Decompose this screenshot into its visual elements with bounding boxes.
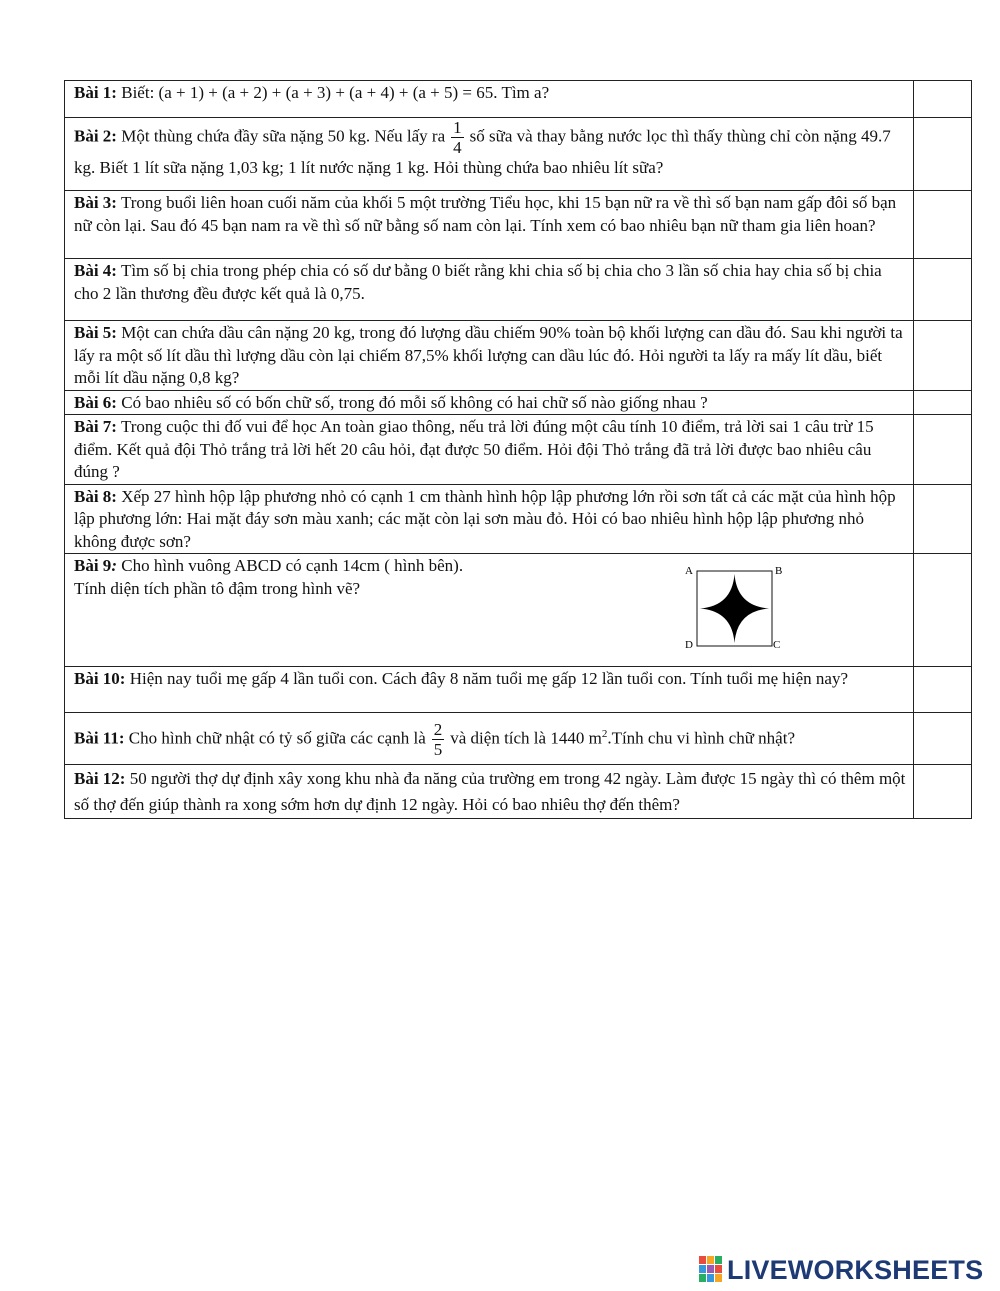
problem-number: Bài 6:	[74, 392, 117, 412]
logo-text: LIVEWORKSHEETS	[727, 1254, 984, 1285]
problem-text	[65, 390, 914, 415]
vertex-d: D	[685, 639, 693, 651]
problem-number: Bài 3:	[74, 193, 117, 212]
answer-cell[interactable]	[914, 667, 972, 713]
problem-text	[65, 259, 914, 321]
problem-body: số sữa và thay bằng nước lọc thì thấy thùng chỉ còn nặng 49.7 kg. Biết 1 lít sữa nặng 1,03 kg; 1 lít nước nặng 1 kg. Hỏi thùng chứa bao nhiêu lít sữa?	[74, 126, 891, 177]
answer-cell[interactable]	[914, 259, 972, 321]
problem-text	[65, 191, 914, 259]
answer-cell[interactable]	[914, 765, 972, 819]
problem-body: Biết: (a + 1) + (a + 2) + (a + 3) + (a + 4) + (a + 5) = 65. Tìm a?	[121, 83, 550, 102]
problem-row-9	[65, 554, 972, 667]
problem-text	[65, 554, 914, 667]
problem-body: và diện tích là 1440 m	[450, 727, 602, 747]
problem-number: Bài 12:	[74, 769, 126, 788]
problem-row-7	[65, 415, 972, 485]
problem-number: Bài 9:	[74, 556, 117, 575]
problem-text	[65, 713, 914, 765]
answer-cell[interactable]	[914, 81, 972, 118]
problem-text	[65, 81, 914, 118]
problem-row-5	[65, 321, 972, 391]
problem-body: Hiện nay tuổi mẹ gấp 4 lần tuổi con. Cách đây 8 năm tuổi mẹ gấp 12 lần tuổi con. Tính tuổi mẹ hiện nay?	[129, 669, 848, 688]
problem-body: Cho hình vuông ABCD có cạnh 14cm ( hình bên).	[121, 556, 464, 575]
exercise-table	[64, 80, 972, 819]
fraction-numerator: 1	[453, 118, 462, 137]
problem-text	[65, 321, 914, 391]
vertex-a: A	[685, 565, 693, 577]
problem-body: Một can chứa dầu cân nặng 20 kg, trong đó lượng dầu chiếm 90% toàn bộ khối lượng can dầu đó. Sau khi người ta lấy ra một số lít dầu thì lượng dầu còn lại chiếm 87,5% khối lượng can dầu lúc đó. Hỏi người ta lấy ra mấy lít dầu, biết mỗi lít dầu nặng 0,8 kg?	[74, 323, 903, 387]
answer-cell[interactable]	[914, 713, 972, 765]
problem-body: .Tính chu vi hình chữ nhật?	[607, 727, 795, 747]
problem-row-1	[65, 81, 972, 118]
problem-text	[65, 118, 914, 191]
vertex-b: B	[775, 565, 783, 577]
superscript: 2	[601, 727, 608, 740]
shaded-region	[700, 574, 769, 643]
fraction	[451, 118, 464, 157]
problem-text	[65, 484, 914, 554]
answer-cell[interactable]	[914, 415, 972, 485]
fraction	[432, 720, 445, 759]
problem-body: 50 người thợ dự định xây xong khu nhà đa năng của trường em trong 42 ngày. Làm được 15 ngày thì có thêm một số thợ đến giúp thành ra xong sớm hơn dự định 12 ngày. Hỏi có bao nhiêu thợ đến thêm?	[74, 769, 906, 814]
logo-mark-icon	[698, 1255, 724, 1285]
problem-row-6	[65, 390, 972, 415]
problem-text	[65, 765, 914, 819]
answer-cell[interactable]	[914, 118, 972, 191]
problem-number: Bài 1:	[74, 83, 117, 102]
answer-cell[interactable]	[914, 390, 972, 415]
vertex-c: C	[773, 639, 781, 651]
answer-cell[interactable]	[914, 191, 972, 259]
problem-row-11	[65, 713, 972, 765]
problem-body: Trong buổi liên hoan cuối năm của khối 5 một trường Tiểu học, khi 15 bạn nữ ra về thì số bạn nam gấp đôi số bạn nữ còn lại. Sau đó 45 bạn nam ra về thì số nữ bằng số nam còn lại. Tính xem có bao nhiêu bạn nữ tham gia liên hoan?	[74, 193, 897, 235]
problem-number: Bài 7:	[74, 417, 117, 436]
problem-number: Bài 10:	[74, 669, 126, 688]
answer-cell[interactable]	[914, 554, 972, 667]
problem-body: Một thùng chứa đầy sữa nặng 50 kg. Nếu lấy ra	[121, 126, 446, 146]
problem-body: Cho hình chữ nhật có tỷ số giữa các cạnh là	[128, 727, 426, 747]
fraction-denominator: 4	[453, 138, 462, 157]
problem-number: Bài 2:	[74, 126, 117, 146]
fraction-numerator: 2	[433, 719, 443, 739]
problem-text	[65, 415, 914, 485]
problem-row-8	[65, 484, 972, 554]
problem-row-10	[65, 667, 972, 713]
fraction-denominator: 5	[433, 739, 443, 759]
problem-body: Tìm số bị chia trong phép chia có số dư bằng 0 biết rằng khi chia số bị chia cho 3 lần số chia hay chia số bị chia cho 2 lần thương đều được kết quả là 0,75.	[74, 261, 882, 303]
problem-row-2	[65, 118, 972, 191]
problem-body: Trong cuộc thi đố vui để học An toàn giao thông, nếu trả lời đúng một câu tính 10 điểm, trả lời sai 1 câu trừ 15 điểm. Kết quả đội Thỏ trắng trả lời hết 20 câu hỏi, đạt được 50 điểm. Hỏi đội Thỏ trắng đã trả lời được bao nhiêu câu đúng ?	[74, 417, 874, 481]
problem-number: Bài 5:	[74, 323, 117, 342]
problem-body: Xếp 27 hình hộp lập phương nhỏ có cạnh 1 cm thành hình hộp lập phương lớn rồi sơn tất cả các mặt của hình hộp lập phương lớn: Hai mặt đáy sơn màu xanh; các mặt còn lại sơn màu đỏ. Hỏi có bao nhiêu hình hộp lập phương nhỏ không được sơn?	[74, 486, 896, 551]
problem-text	[65, 667, 914, 713]
problem-body: Có bao nhiêu số có bốn chữ số, trong đó mỗi số không có hai chữ số nào giống nhau ?	[121, 392, 708, 412]
problem-row-3	[65, 191, 972, 259]
problem-row-4	[65, 259, 972, 321]
problem-body: Tính diện tích phần tô đậm trong hình vẽ?	[74, 578, 361, 598]
liveworksheets-logo	[698, 1253, 983, 1287]
answer-cell[interactable]	[914, 321, 972, 391]
answer-cell[interactable]	[914, 484, 972, 554]
problem-number: Bài 8:	[74, 486, 117, 506]
problem-row-12	[65, 765, 972, 819]
square-figure	[675, 562, 783, 654]
problem-number: Bài 4:	[74, 261, 117, 280]
problem-number: Bài 11:	[74, 727, 125, 747]
